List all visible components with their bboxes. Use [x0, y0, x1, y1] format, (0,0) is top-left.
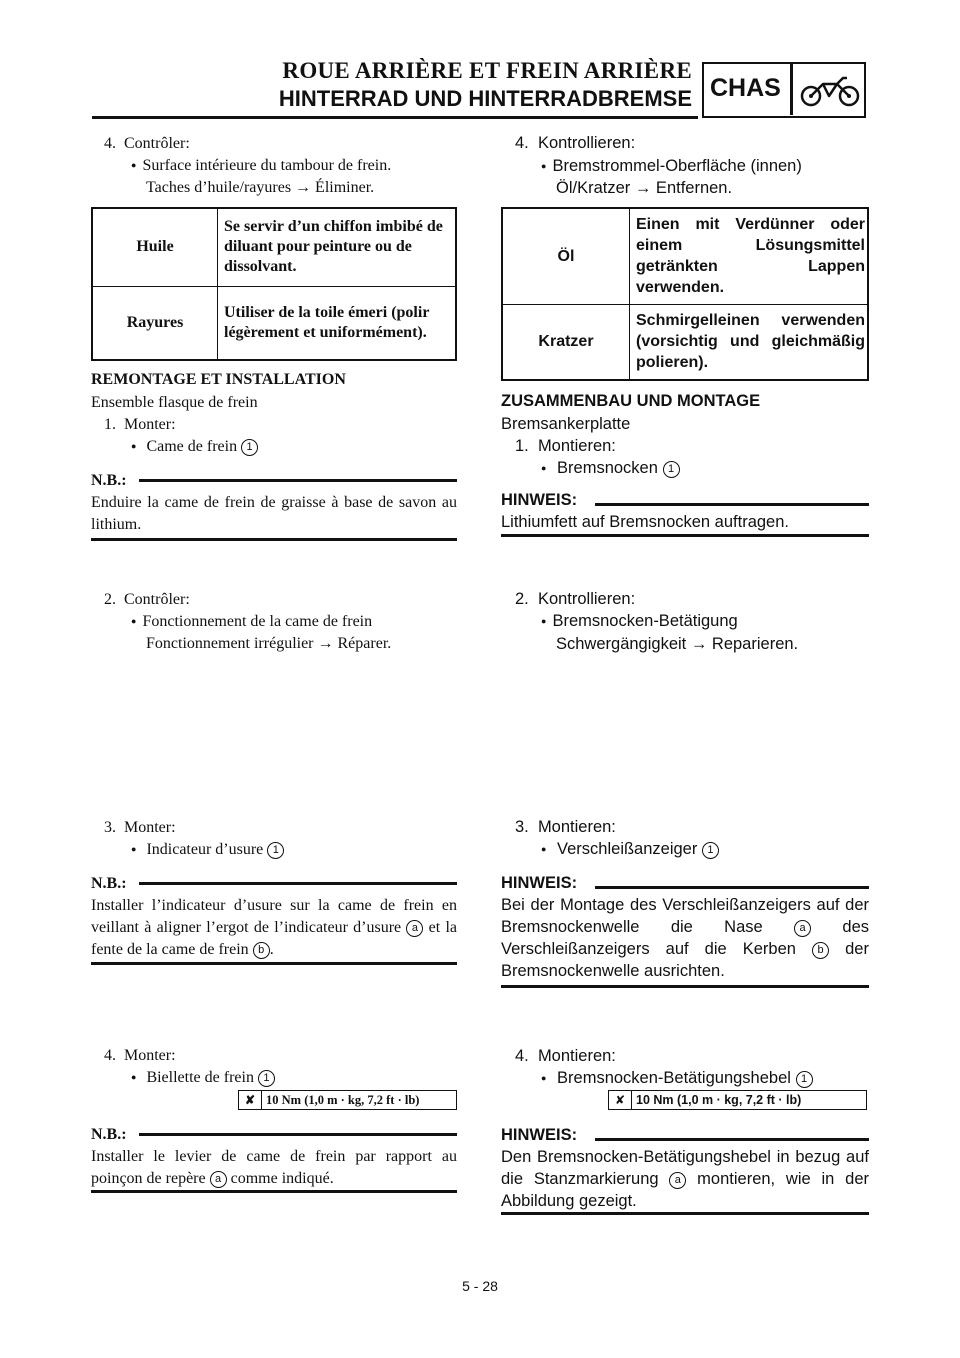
de-step3-mount: 3. Montieren:: [515, 818, 616, 836]
torque-wrench-icon: ✘: [609, 1091, 632, 1109]
de-table-label: Kratzer: [502, 304, 630, 380]
de-table-label: Öl: [502, 208, 630, 304]
de-step1-mount: 1. Montieren:: [515, 437, 616, 455]
fr-table-text: Utiliser de la toile émeri (polir légèrement et uniformément).: [218, 286, 457, 360]
fr-step4-mount: 4. Monter:: [104, 1047, 176, 1064]
motorcycle-icon: [799, 74, 861, 108]
ref-marker: 1: [258, 1070, 275, 1087]
de-table-text: Einen mit Verdünner oder einem Lösungsmittel getränkten Lappen verwenden.: [630, 208, 869, 304]
header-title-fr: ROUE ARRIÈRE ET FREIN ARRIÈRE: [282, 58, 692, 83]
fr-note4: [91, 1124, 457, 1196]
section-box: [702, 62, 866, 118]
note-text: Installer l’indicateur d’usure sur la came de frein en veillant à aligner l’ergot de l’indicateur d’usure a et la fente de la came de frein b .: [91, 897, 458, 958]
de-note4: [501, 1124, 869, 1216]
ref-marker: a: [794, 920, 811, 937]
note-text: Den Bremsnocken-Betätigungshebel in bezug auf die Stanzmarkierung a montieren, wie in der Abbildung gezeigt.: [501, 1148, 869, 1210]
note-label: N.B.:: [91, 1126, 127, 1143]
fr-spec-table: [91, 207, 457, 361]
de-note1: [501, 489, 869, 541]
fr-subsection: Ensemble flasque de frein: [91, 394, 258, 411]
note-text: Installer le levier de came de frein par rapport au poinçon de repère a comme indiqué.: [91, 1148, 457, 1187]
fr-step4-mount-item: ● Biellette de frein 1: [131, 1067, 275, 1090]
de-step4-check: 4. Kontrollieren:: [515, 134, 636, 152]
de-step3-item: ● Verschleißanzeiger 1: [541, 838, 719, 862]
fr-table-label: Huile: [92, 208, 218, 286]
page-number: 5 - 28: [462, 1278, 498, 1294]
de-step4-mount: 4. Montieren:: [515, 1047, 616, 1065]
fr-table-text: Se servir d’un chiffon imbibé de diluant pour peinture ou de dissolvant.: [218, 208, 457, 286]
fr-step1-item: ● Came de frein 1: [131, 436, 258, 459]
fr-step4-item: ● Surface intérieure du tambour de frein.: [131, 155, 391, 178]
de-note3: [501, 872, 869, 990]
fr-step3-mount: 3. Monter:: [104, 819, 176, 836]
header-title-de: HINTERRAD UND HINTERRADBREMSE: [278, 86, 692, 111]
section-divider: [790, 64, 793, 115]
de-step4-detail: Öl/Kratzer → Entfernen.: [556, 179, 733, 197]
note-label: N.B.:: [91, 472, 127, 489]
ref-marker: a: [406, 920, 423, 937]
fr-step3-item: ● Indicateur d’usure 1: [131, 839, 284, 862]
de-step4-mount-item: ● Bremsnocken-Betätigungshebel 1: [541, 1067, 813, 1091]
note-label: HINWEIS:: [501, 491, 578, 509]
note-text: Lithiumfett auf Bremsnocken auftragen.: [501, 513, 789, 531]
ref-marker: 1: [267, 842, 284, 859]
torque-wrench-icon: ✘: [239, 1091, 262, 1109]
de-subsection: Bremsankerplatte: [501, 415, 631, 433]
ref-marker: 1: [702, 842, 719, 859]
note-label: HINWEIS:: [501, 1126, 578, 1144]
ref-marker: 1: [796, 1071, 813, 1088]
ref-marker: 1: [241, 439, 258, 456]
ref-marker: a: [210, 1171, 227, 1188]
section-code: CHAS: [710, 74, 781, 102]
fr-step4-detail: Taches d’huile/rayures → Éliminer.: [146, 179, 375, 196]
fr-note3: [91, 873, 457, 965]
de-torque-spec: ✘ 10 Nm (1,0 m · kg, 7,2 ft · lb): [608, 1090, 867, 1110]
de-step1-item: ● Bremsnocken 1: [541, 457, 680, 481]
de-step2-item: ● Bremsnocken-Betätigung: [541, 610, 738, 634]
fr-section-title: REMONTAGE ET INSTALLATION: [91, 371, 346, 388]
fr-step1-mount: 1. Monter:: [104, 416, 176, 433]
note-label: HINWEIS:: [501, 874, 578, 892]
de-step4-item: ● Bremstrommel-Oberfläche (innen): [541, 155, 802, 179]
fr-step4-check: 4. Contrôler:: [104, 135, 190, 152]
ref-marker: a: [669, 1172, 686, 1189]
de-spec-table: [501, 207, 869, 381]
header-rule: [92, 116, 698, 119]
de-step2-check: 2. Kontrollieren:: [515, 590, 636, 608]
note-text: Bei der Montage des Verschleißanzeigers auf der Bremsnockenwelle die Nase a des Verschleißanzeigers auf die Kerben b der Bremsnockenwelle ausrichten.: [501, 896, 869, 980]
ref-marker: 1: [663, 461, 680, 478]
note-label: N.B.:: [91, 875, 127, 892]
fr-table-label: Rayures: [92, 286, 218, 360]
de-step2-detail: Schwergängigkeit → Reparieren.: [556, 635, 799, 653]
fr-step2-item: ● Fonctionnement de la came de frein: [131, 611, 372, 634]
fr-note1: [91, 470, 457, 542]
fr-step2-detail: Fonctionnement irrégulier → Réparer.: [146, 635, 392, 652]
de-section-title: ZUSAMMENBAU UND MONTAGE: [501, 392, 761, 410]
note-text: Enduire la came de frein de graisse à base de savon au lithium.: [91, 494, 457, 533]
fr-step2-check: 2. Contrôler:: [104, 591, 190, 608]
de-table-text: Schmirgelleinen verwenden (vorsichtig und gleichmäßig polieren).: [630, 304, 869, 380]
ref-marker: b: [253, 942, 270, 959]
fr-torque-spec: ✘ 10 Nm (1,0 m · kg, 7,2 ft · lb): [238, 1090, 457, 1110]
ref-marker: b: [812, 942, 829, 959]
